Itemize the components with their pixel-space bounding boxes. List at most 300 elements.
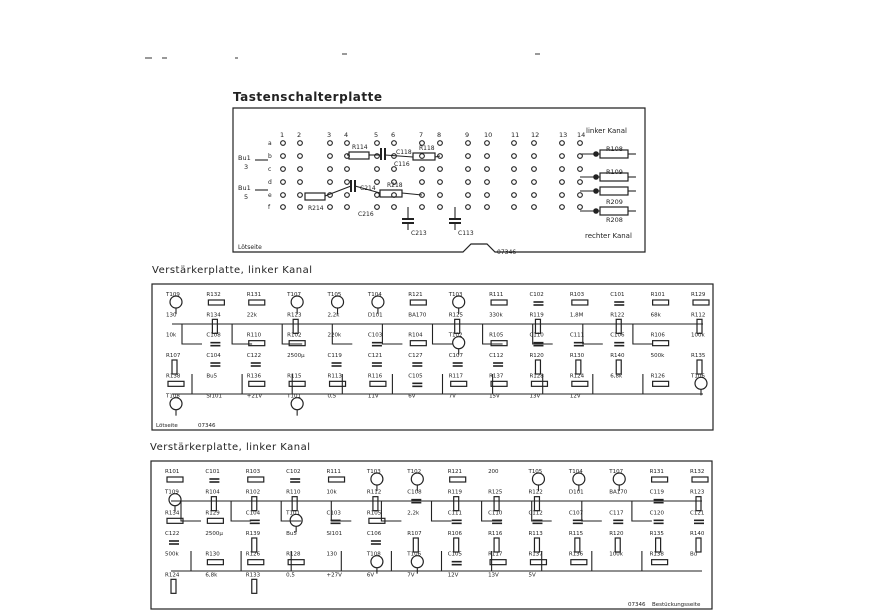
section-title-amplifier-solder-side: Verstärkerplatte, linker Kanal: [152, 265, 313, 276]
resistor-r117: [490, 560, 506, 565]
trace: [382, 324, 402, 344]
trace: [181, 501, 201, 521]
part-label: 68k: [650, 312, 661, 319]
part-label: C121: [690, 510, 705, 517]
part-label: SI101: [326, 531, 343, 537]
pad-ring: [485, 180, 490, 185]
trace: [182, 324, 202, 344]
part-label: T102: [448, 332, 463, 339]
resistor-r123: [696, 497, 701, 511]
part-label: T106: [407, 551, 422, 558]
part-label: R115: [568, 531, 584, 537]
resistor-r140: [616, 360, 621, 374]
part-label: R140: [690, 531, 705, 537]
pad-ring: [298, 167, 303, 172]
part-label: R103: [569, 292, 585, 298]
part-label: 2500µ: [205, 531, 223, 537]
part-label: R124: [165, 572, 180, 579]
pad-ring: [512, 193, 517, 198]
part-label: R130: [205, 551, 220, 558]
part-label: SI101: [206, 393, 223, 400]
part-label: R137: [489, 373, 504, 380]
resistor-r129: [693, 300, 709, 305]
pad-ring: [532, 205, 537, 210]
part-label: 13V: [529, 393, 541, 400]
part-label: R106: [447, 531, 463, 537]
column-label: 4: [344, 131, 349, 139]
part-label: C111: [569, 332, 585, 339]
resistor-r129: [207, 518, 223, 523]
amp-board-1-outline: [152, 284, 713, 430]
part-label: 500k: [650, 353, 665, 359]
row-label: e: [268, 192, 272, 199]
resistor-r116: [494, 538, 499, 552]
column-label: 10: [484, 131, 493, 139]
pad-ring: [466, 193, 471, 198]
part-label: 1,8M: [569, 312, 584, 319]
part-label: 220k: [327, 332, 342, 339]
connector-label: 3: [244, 163, 249, 171]
part-label: 130: [326, 551, 338, 558]
part-label-c214: C214: [360, 185, 376, 192]
part-label: R112: [691, 312, 706, 319]
part-label: R120: [529, 353, 544, 359]
resistor-r101: [653, 300, 669, 305]
part-label: C108: [407, 489, 422, 496]
column-label: 6: [391, 131, 396, 139]
pad-ring: [438, 141, 443, 146]
row-label: c: [268, 166, 272, 173]
connector-label: 5: [244, 193, 249, 201]
column-label: 2: [297, 131, 302, 139]
part-label-r214: R214: [308, 205, 324, 212]
resistor-r133: [252, 579, 257, 593]
part-label: Bu5: [286, 531, 297, 537]
part-label: R126: [650, 373, 665, 380]
resistor-r119: [454, 497, 459, 511]
part-label: 22k: [246, 312, 257, 319]
resistor-r115: [575, 538, 580, 552]
part-label: 200: [488, 469, 499, 475]
part-label: R125: [488, 489, 503, 496]
part-label: C107: [568, 510, 584, 517]
resistor-r120: [615, 538, 620, 552]
part-label: T109: [166, 292, 180, 298]
part-label: R107: [166, 353, 181, 359]
part-label: R123: [287, 312, 302, 319]
resistor-r124: [572, 381, 588, 386]
part-label: R105: [489, 332, 504, 339]
part-label: T109: [165, 489, 179, 496]
amp-board-2-footer-right: Bestückungsseite: [652, 602, 701, 608]
pad-ring: [375, 167, 380, 172]
part-label: C121: [367, 353, 383, 359]
part-label: R117: [448, 373, 464, 380]
amp-board-2-labels: [164, 469, 705, 578]
part-label: C119: [649, 489, 664, 496]
part-label: R135: [649, 531, 664, 537]
part-label: R121: [408, 292, 423, 298]
part-label: R137: [528, 551, 543, 558]
pad-ring: [298, 193, 303, 198]
part-label: R104: [408, 332, 423, 339]
resistor-r131: [249, 300, 265, 305]
resistor-r131: [652, 477, 668, 482]
resistor-r126: [653, 381, 669, 386]
part-label-r118: R118: [419, 145, 435, 152]
part-label: C103: [326, 510, 341, 517]
resistor-r134: [212, 319, 217, 333]
part-label: R111: [489, 292, 504, 298]
part-label: R129: [205, 510, 220, 517]
part-label: T107: [287, 292, 302, 298]
part-label-c118: C118: [396, 149, 412, 156]
part-label: 2,2k: [327, 312, 340, 319]
resistor-r132: [208, 300, 224, 305]
pad-ring: [560, 154, 565, 159]
amplifier-board-component-side: [151, 461, 712, 609]
pad-ring: [532, 154, 537, 159]
part-label: 0,5: [286, 572, 295, 579]
pad-ring: [560, 205, 565, 210]
resistor-r132: [692, 477, 708, 482]
part-label: R120: [609, 531, 624, 537]
resistor-r119: [535, 319, 540, 333]
pad-ring: [485, 154, 490, 159]
part-label: R111: [326, 469, 341, 475]
part-label: R110: [286, 489, 301, 496]
column-label: 7: [419, 131, 424, 139]
part-label: 12V: [447, 572, 459, 579]
part-label: 5V: [528, 572, 536, 579]
part-label-c113: C113: [458, 230, 474, 237]
part-label: R101: [165, 469, 180, 475]
pad-ring: [438, 205, 443, 210]
part-label: C112: [528, 510, 543, 517]
part-label: T105: [327, 292, 342, 298]
switch-board-components: [238, 144, 636, 237]
section-title-switch-board: Tastenschalterplatte: [233, 90, 383, 104]
part-label: R117: [488, 551, 503, 558]
part-label: C106: [366, 531, 382, 537]
part-label: R104: [205, 489, 220, 496]
part-label: T104: [568, 469, 583, 475]
amplifier-board-solder-side: [152, 284, 713, 430]
trace: [583, 324, 603, 344]
part-label: C104: [206, 353, 221, 359]
column-label: 9: [465, 131, 470, 139]
part-label-r218: R218: [387, 182, 403, 189]
part-label: 15V: [489, 393, 500, 400]
pad-ring: [345, 193, 350, 198]
part-label: R136: [568, 551, 584, 558]
part-label: C112: [489, 353, 504, 359]
part-label: R113: [528, 531, 543, 537]
part-label: R131: [246, 292, 262, 298]
part-label: R209: [606, 198, 623, 206]
part-label: T103: [366, 469, 381, 475]
pad-ring: [375, 141, 380, 146]
pad-ring: [578, 193, 583, 198]
part-label: R115: [287, 373, 302, 380]
part-label: 100k: [691, 332, 705, 339]
pad-ring: [375, 180, 380, 185]
part-label: T108: [166, 393, 180, 400]
part-label: C105: [408, 373, 423, 380]
resistor-r101: [167, 477, 183, 482]
pad-ring: [578, 167, 583, 172]
part-label: D101: [568, 489, 584, 496]
part-label: R128: [529, 373, 544, 380]
trace: [402, 193, 422, 195]
resistor-r104: [410, 341, 426, 346]
resistor-r114: [349, 152, 369, 159]
resistor-r105: [491, 341, 507, 346]
pad-ring: [420, 167, 425, 172]
resistor-r103: [248, 477, 264, 482]
part-label: R102: [245, 489, 261, 496]
pad-ring: [392, 205, 397, 210]
part-label: T105: [528, 469, 543, 475]
part-label: Bu5: [206, 373, 218, 380]
pad-ring: [281, 154, 286, 159]
part-label: R136: [246, 373, 262, 380]
row-letter-labels: [268, 140, 272, 211]
part-label: R135: [691, 353, 706, 359]
part-label-c116: C116: [394, 161, 410, 168]
footer-solder-side: Lötseite: [238, 244, 262, 251]
connector-label: Bu1: [238, 184, 251, 192]
part-label: R108: [606, 145, 623, 153]
part-label: R110: [246, 332, 262, 339]
resistor-r117: [451, 381, 467, 386]
part-label: D101: [367, 312, 383, 319]
resistor-r135: [656, 538, 661, 552]
pad-ring: [532, 193, 537, 198]
part-label: C122: [165, 531, 180, 537]
part-label: C110: [529, 332, 544, 339]
column-label: 8: [437, 131, 442, 139]
part-label: R138: [649, 551, 664, 558]
section-title-amplifier-component-side: Verstärkerplatte, linker Kanal: [150, 442, 311, 453]
pad-ring: [298, 141, 303, 146]
pad-ring: [420, 154, 425, 159]
pad-ring: [485, 141, 490, 146]
resistor-r113: [330, 381, 346, 386]
resistor-r128: [531, 381, 547, 386]
resistor-r136: [571, 560, 587, 565]
resistor-r208: [600, 207, 628, 215]
part-label: R109: [606, 168, 623, 176]
amp-board-2-outline: [151, 461, 712, 609]
part-label: R140: [610, 353, 625, 359]
part-label: R139: [245, 531, 261, 537]
pad-ring: [345, 141, 350, 146]
pad-ring: [420, 205, 425, 210]
pad-ring: [281, 205, 286, 210]
column-label: 1: [280, 131, 285, 139]
part-label: BA170: [609, 489, 628, 496]
resistor-r209: [600, 187, 628, 195]
pad-ring: [512, 180, 517, 185]
pad-ring: [375, 154, 380, 159]
resistor-r125: [494, 497, 499, 511]
part-label: C101: [205, 469, 220, 475]
pad-ring: [578, 141, 583, 146]
part-label: +21V: [246, 393, 263, 400]
part-label: 6,8k: [610, 373, 623, 380]
part-label: R116: [367, 373, 383, 380]
resistor-r126: [248, 560, 264, 565]
part-label: 12V: [569, 393, 581, 400]
trace: [582, 501, 602, 521]
part-label: R138: [166, 373, 181, 380]
part-label: 330k: [489, 312, 503, 319]
part-label: T104: [367, 292, 382, 298]
part-label: R124: [569, 373, 585, 380]
resistor-r122: [534, 497, 539, 511]
resistor-r124: [171, 579, 176, 593]
resistor-r112: [697, 319, 702, 333]
part-label: R121: [447, 469, 463, 475]
pad-ring: [485, 205, 490, 210]
scan-marks: [145, 54, 540, 58]
resistor-r111: [491, 300, 507, 305]
amp-board-1-labels: [165, 292, 706, 400]
pad-ring: [466, 180, 471, 185]
resistor-r135: [697, 360, 702, 374]
part-label: R101: [650, 292, 665, 298]
column-label: 14: [577, 131, 586, 139]
part-label: 100k: [609, 551, 623, 558]
part-label: 2500µ: [287, 353, 305, 359]
pad-ring: [420, 180, 425, 185]
resistor-r116: [370, 381, 386, 386]
pad-ring: [512, 154, 517, 159]
part-label: C105: [447, 551, 463, 558]
resistor-r107: [413, 538, 418, 552]
pad-ring: [466, 205, 471, 210]
pad-ring: [512, 205, 517, 210]
pad-ring: [328, 180, 333, 185]
resistor-r128: [288, 560, 304, 565]
pad-ring: [328, 141, 333, 146]
resistor-r139: [252, 538, 257, 552]
part-label: R107: [407, 531, 422, 537]
part-label: 7V: [448, 393, 456, 400]
pad-ring: [438, 180, 443, 185]
part-label: C108: [206, 332, 221, 339]
pad-ring: [578, 180, 583, 185]
pad-ring: [375, 205, 380, 210]
part-label: 0,5: [327, 393, 337, 400]
part-label: T103: [448, 292, 463, 298]
part-label: C107: [448, 353, 464, 359]
part-label: 11V: [367, 393, 379, 400]
part-label: R116: [488, 531, 503, 537]
column-label: 13: [559, 131, 568, 139]
resistor-r140: [696, 538, 701, 552]
resistor-r106: [653, 341, 669, 346]
column-label: 11: [511, 131, 520, 139]
part-label: R133: [245, 572, 261, 579]
pad-ring: [560, 141, 565, 146]
part-label: C119: [327, 353, 342, 359]
part-label: R123: [690, 489, 705, 496]
row-label: b: [268, 153, 272, 160]
part-label: C104: [245, 510, 261, 517]
pad-ring: [375, 193, 380, 198]
part-label-c213: C213: [411, 230, 427, 237]
pad-ring: [298, 154, 303, 159]
resistor-r123: [293, 319, 298, 333]
row-label: f: [268, 204, 271, 211]
pad-ring: [345, 180, 350, 185]
part-label: R130: [569, 353, 585, 359]
resistor-r130: [207, 560, 223, 565]
column-number-labels: [280, 131, 585, 139]
part-label: T102: [407, 469, 422, 475]
part-label: R134: [206, 312, 221, 319]
pad-ring: [281, 180, 286, 185]
resistor-r102: [252, 497, 257, 511]
part-label: 6,8k: [205, 572, 218, 579]
resistor-r121: [450, 477, 466, 482]
part-label: R132: [690, 469, 705, 475]
resistor-r136: [249, 381, 265, 386]
part-label: R112: [366, 489, 382, 496]
part-label: C127: [408, 353, 423, 359]
pad: [594, 152, 599, 157]
pad-ring: [438, 167, 443, 172]
pad-ring: [466, 154, 471, 159]
part-label: 6V: [408, 393, 416, 400]
pad-ring: [281, 167, 286, 172]
resistor-r125: [455, 319, 460, 333]
part-label: 130: [166, 312, 177, 319]
part-label: T106: [691, 373, 705, 380]
part-label: R125: [448, 312, 464, 319]
resistor-r111: [329, 477, 345, 482]
resistor-r138: [168, 381, 184, 386]
part-label: R126: [245, 551, 261, 558]
pad-ring: [328, 167, 333, 172]
pad-ring: [512, 141, 517, 146]
channel-label-right: rechter Kanal: [585, 232, 632, 240]
part-label: R132: [206, 292, 221, 298]
pad-ring: [560, 167, 565, 172]
pad-ring: [560, 180, 565, 185]
pad-ring: [532, 180, 537, 185]
part-label: R102: [287, 332, 302, 339]
part-label: 7V: [407, 572, 415, 579]
pad-ring: [298, 180, 303, 185]
amp-board-1-footer-right: 07346: [198, 423, 216, 429]
pad-ring: [485, 193, 490, 198]
part-label-r114: R114: [352, 144, 368, 151]
part-label: C103: [367, 332, 383, 339]
connector-label: Bu1: [238, 154, 251, 162]
part-label: R119: [529, 312, 544, 319]
resistor-r115: [289, 381, 305, 386]
part-label: C106: [610, 332, 625, 339]
part-label: 500k: [165, 551, 179, 558]
pad-ring: [298, 205, 303, 210]
switch-board: [233, 108, 645, 256]
part-label: T101: [287, 393, 302, 400]
pad-ring: [345, 167, 350, 172]
pad: [594, 175, 599, 180]
